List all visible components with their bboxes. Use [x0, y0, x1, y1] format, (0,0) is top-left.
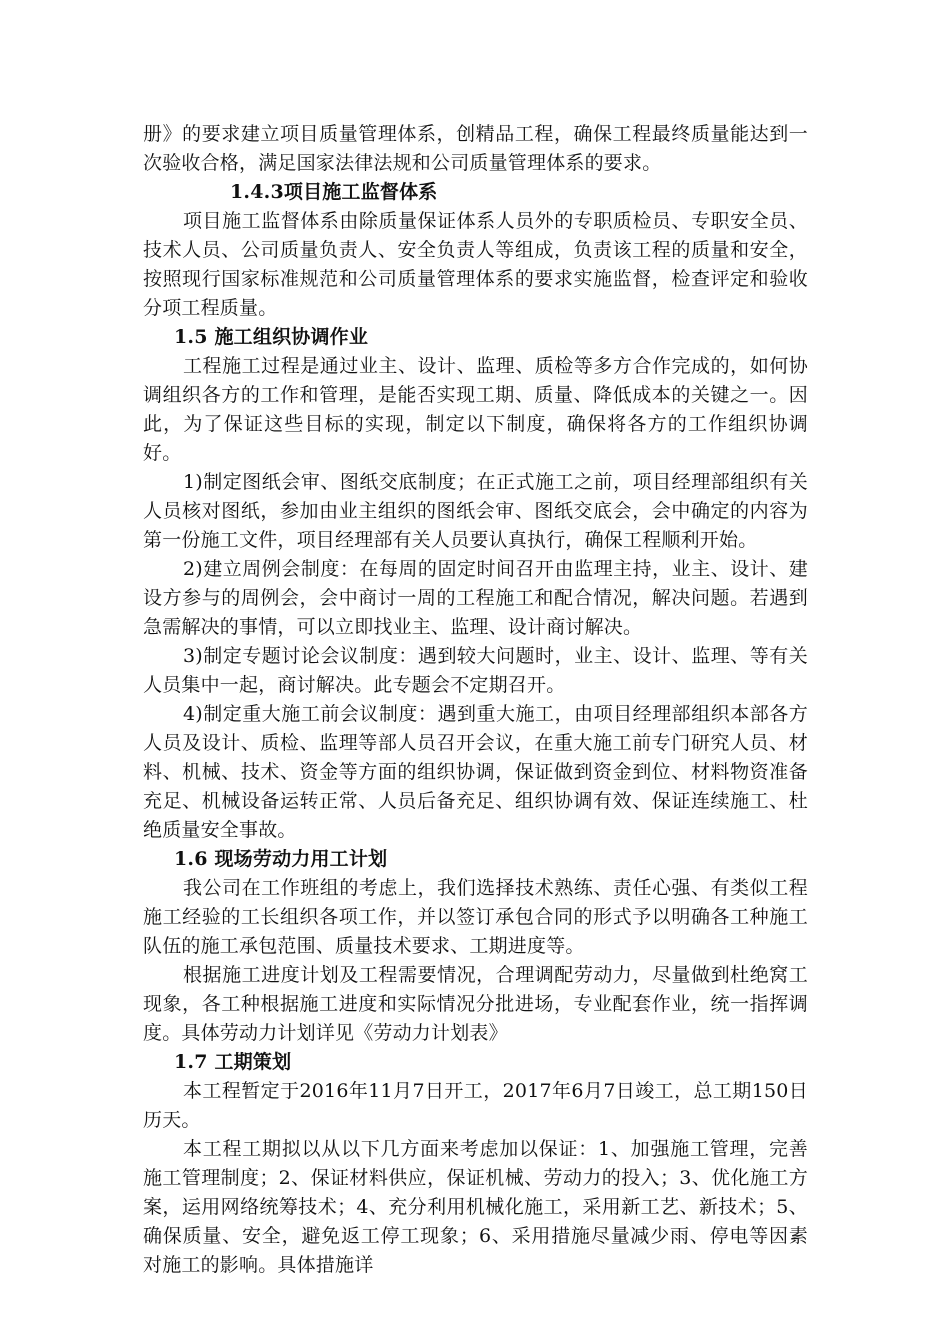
heading-1-5: 1.5 施工组织协调作业	[174, 326, 369, 348]
heading-1-7: 1.7 工期策划	[174, 1051, 292, 1073]
paragraph-1-5-item-4: 4)制定重大施工前会议制度：遇到重大施工，由项目经理部组织本部各方人员及设计、质检、监理等部人员召开会议，在重大施工前专门研究人员、材料、机械、技术、资金等方面的组织协调，保证做到资金到位、材料物资准备充足、机械设备运转正常、人员后备充足、组织协调有效、保证连续施工、杜绝质量安全事故。	[143, 703, 808, 841]
paragraph-1-6-b: 根据施工进度计划及工程需要情况，合理调配劳动力，尽量做到杜绝窝工现象，各工种根据施工进度和实际情况分批进场，专业配套作业，统一指挥调度。具体劳动力计划详见《劳动力计划表》	[143, 964, 808, 1044]
paragraph-1-6-a: 我公司在工作班组的考虑上，我们选择技术熟练、责任心强、有类似工程施工经验的工长组织各项工作，并以签订承包合同的形式予以明确各工种施工队伍的施工承包范围、质量技术要求、工期进度等。	[143, 877, 808, 957]
paragraph-1-4-3: 项目施工监督体系由除质量保证体系人员外的专职质检员、专职安全员、技术人员、公司质量负责人、安全负责人等组成，负责该工程的质量和安全，按照现行国家标准规范和公司质量管理体系的要求实施监督，检查评定和验收分项工程质量。	[143, 210, 808, 319]
heading-1-6: 1.6 现场劳动力用工计划	[174, 848, 388, 870]
paragraph-1-7-a: 本工程暂定于2016年11月7日开工，2017年6月7日竣工，总工期150日历天。	[143, 1080, 808, 1131]
heading-1-4-3: 1.4.3项目施工监督体系	[230, 181, 438, 203]
paragraph-1-7-b: 本工程工期拟以从以下几方面来考虑加以保证：1、加强施工管理，完善施工管理制度；2、保证材料供应，保证机械、劳动力的投入；3、优化施工方案，运用网络统筹技术；4、充分利用机械化施工，采用新工艺、新技术；5、确保质量、安全，避免返工停工现象；6、采用措施尽量减少雨、停电等因素对施工的影响。具体措施详	[143, 1138, 808, 1276]
paragraph-1-5-item-2: 2)建立周例会制度：在每周的固定时间召开由监理主持，业主、设计、建设方参与的周例会，会中商讨一周的工程施工和配合情况，解决问题。若遇到急需解决的事情，可以立即找业主、监理、设计商讨解决。	[143, 558, 808, 638]
paragraph-intro: 册》的要求建立项目质量管理体系，创精品工程，确保工程最终质量能达到一次验收合格，满足国家法律法规和公司质量管理体系的要求。	[143, 123, 808, 174]
paragraph-1-5-item-1: 1)制定图纸会审、图纸交底制度；在正式施工之前，项目经理部组织有关人员核对图纸，参加由业主组织的图纸会审、图纸交底会，会中确定的内容为第一份施工文件，项目经理部有关人员要认真执行，确保工程顺利开始。	[143, 471, 808, 551]
document-page	[143, 120, 808, 1280]
paragraph-1-5-intro: 工程施工过程是通过业主、设计、监理、质检等多方合作完成的，如何协调组织各方的工作和管理，是能否实现工期、质量、降低成本的关键之一。因此，为了保证这些目标的实现，制定以下制度，确保将各方的工作组织协调好。	[143, 355, 808, 464]
paragraph-1-5-item-3: 3)制定专题讨论会议制度：遇到较大问题时，业主、设计、监理、等有关人员集中一起，商讨解决。此专题会不定期召开。	[143, 645, 808, 696]
